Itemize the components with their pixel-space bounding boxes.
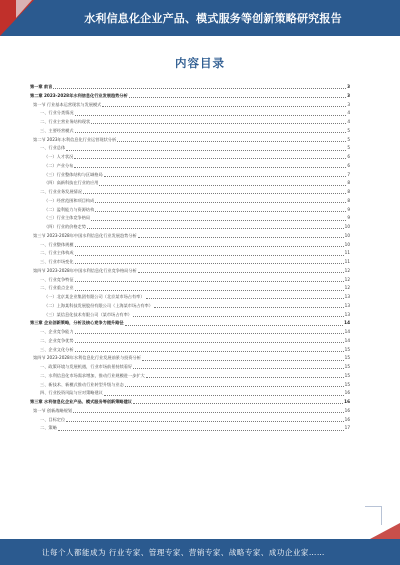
toc-page-number: 5	[347, 127, 350, 133]
toc-leader-dots	[129, 97, 346, 98]
toc-entry[interactable]	[30, 372, 350, 381]
toc-entry-text: 二、行业重点企业	[40, 285, 74, 291]
toc-leader-dots	[75, 281, 344, 282]
toc-entry[interactable]	[30, 354, 350, 363]
toc-entry[interactable]	[30, 188, 350, 197]
toc-entry-text: 一、企业竞争能力	[40, 329, 74, 334]
footer-bar	[0, 539, 400, 565]
toc-entry[interactable]	[30, 118, 350, 127]
toc-page-number: 4	[347, 110, 350, 116]
toc-entry-text: （二）产业分布	[44, 162, 74, 168]
toc-leader-dots	[102, 106, 346, 107]
toc-entry-text: 第四节 2023-2028年水利信息化行业发展前景与投资分析	[33, 355, 141, 361]
toc-leader-dots	[95, 211, 346, 212]
toc-entry[interactable]	[30, 232, 350, 241]
toc-entry[interactable]	[30, 197, 350, 206]
toc-leader-dots	[99, 185, 346, 186]
toc-leader-dots	[95, 202, 346, 203]
toc-entry-text: 第一节 行业基本运营现状与发展模式	[33, 101, 102, 107]
toc-leader-dots	[138, 237, 344, 238]
header-bar	[0, 0, 400, 36]
toc-heading: 内容目录	[175, 56, 225, 70]
toc-entry[interactable]	[30, 416, 350, 425]
toc-entry[interactable]	[30, 179, 350, 188]
toc-page-number: 3	[347, 84, 350, 89]
toc-entry[interactable]	[30, 407, 350, 416]
toc-entry-text: 二、行业主营业务结构现状	[40, 119, 91, 124]
toc-leader-dots	[138, 272, 344, 273]
toc-leader-dots	[133, 316, 344, 317]
toc-leader-dots	[146, 377, 344, 378]
toc-page-number: 12	[344, 285, 350, 291]
toc-leader-dots	[66, 150, 346, 151]
toc-entry[interactable]	[30, 319, 350, 328]
toc-page-number: 16	[344, 407, 350, 413]
table-of-contents	[30, 83, 350, 433]
toc-entry[interactable]	[30, 284, 350, 293]
toc-leader-dots	[75, 132, 347, 133]
toc-entry-text: 第三章 企业创新策略，分析及核心竞争力提升路径	[30, 320, 124, 326]
toc-entry-text: 三、企业文化分析	[40, 346, 74, 352]
toc-leader-dots	[74, 158, 346, 159]
toc-leader-dots	[75, 351, 344, 352]
toc-leader-dots	[125, 386, 344, 387]
toc-entry[interactable]	[30, 83, 350, 92]
toc-page-number: 10	[344, 224, 350, 229]
toc-entry[interactable]	[30, 276, 350, 285]
toc-entry-text: （三）行业主体竞争格局	[44, 215, 91, 221]
toc-page-number: 14	[344, 320, 350, 326]
toc-entry-text: 一、目标定位	[40, 416, 66, 422]
toc-page-number: 15	[344, 346, 350, 352]
toc-leader-dots	[104, 176, 347, 177]
toc-page-number: 14	[344, 337, 350, 343]
toc-leader-dots	[75, 246, 344, 247]
toc-entry-text: 一、政策环境与发展机遇，行业市场前景持续看好	[40, 364, 133, 369]
report-title: 水利信息化企业产品、模式服务等创新策略研究报告	[84, 12, 342, 25]
toc-entry-text: （三）行业整体结构与区域格局	[44, 171, 103, 177]
toc-entry[interactable]	[30, 389, 350, 398]
toc-entry-text: 三、新技术、新模式推动行业转型升级与业态	[40, 381, 124, 387]
toc-entry[interactable]	[30, 241, 350, 250]
toc-entry-text: （四）高新科技在行业的应用	[44, 180, 99, 186]
toc-entry[interactable]	[30, 162, 350, 171]
toc-entry-text: 第四节 2023-2028年中国水利信息化行业竞争格局分析	[33, 267, 137, 273]
toc-page-number: 9	[347, 215, 350, 221]
toc-entry-text: （一）经营范围和项目构成	[44, 197, 95, 203]
toc-entry[interactable]	[30, 311, 350, 320]
toc-page-number: 8	[347, 197, 350, 203]
toc-entry[interactable]	[30, 136, 350, 145]
toc-leader-dots	[133, 368, 344, 369]
toc-leader-dots	[142, 360, 344, 361]
toc-leader-dots	[87, 228, 344, 229]
toc-entry-text: （三）某信息化技术有限公司（某市场占有率）	[44, 311, 132, 317]
toc-entry-text: 第一节 创新战略规划	[33, 407, 73, 413]
toc-entry[interactable]	[30, 381, 350, 390]
toc-entry-text: 四、行业投资风险与应对策略建议	[40, 390, 103, 396]
toc-page-number: 11	[344, 259, 350, 264]
toc-entry-text: 二、策略	[40, 425, 57, 431]
toc-entry-text: 一、行业竞争特征	[40, 276, 74, 282]
toc-page-number: 12	[344, 267, 350, 273]
toc-page-number: 5	[347, 145, 350, 151]
toc-leader-dots	[133, 403, 343, 404]
toc-entry[interactable]	[30, 363, 350, 372]
toc-entry-text: 二、行业业务发展情况	[40, 189, 82, 194]
toc-entry[interactable]	[30, 92, 350, 101]
toc-entry-text: 第二节 2023年水利信息化行业运营现状分析	[33, 136, 117, 142]
toc-entry-text: 二、行业主体构成	[40, 250, 74, 256]
toc-page-number: 15	[344, 364, 350, 369]
toc-entry-text: 二、水利信息化市场需求增加，推动行业规模进一步扩大	[40, 372, 145, 378]
footer-accent	[370, 523, 400, 539]
toc-entry-text: 第三节 2023-2028年中国水利信息化行业发展趋势分析	[33, 232, 137, 238]
toc-entry-text: 第一章 前言	[30, 84, 53, 89]
toc-page-number: 17	[344, 425, 350, 431]
toc-entry[interactable]	[30, 206, 350, 215]
toc-page-number: 8	[347, 180, 350, 186]
toc-entry-text: 二、企业竞争优势	[40, 337, 74, 343]
toc-entry[interactable]	[30, 328, 350, 337]
toc-page-number: 14	[344, 329, 350, 334]
toc-page-number: 13	[344, 294, 350, 299]
toc-page-number: 16	[344, 390, 350, 396]
toc-page-number: 10	[344, 232, 350, 238]
toc-leader-dots	[58, 430, 344, 431]
toc-page-number: 10	[344, 241, 350, 247]
toc-entry[interactable]	[30, 337, 350, 346]
toc-page-number: 8	[347, 189, 350, 194]
toc-page-number: 15	[344, 372, 350, 378]
toc-entry-text: 三、主要经营模式	[40, 127, 74, 133]
toc-leader-dots	[75, 263, 344, 264]
toc-entry[interactable]	[30, 398, 350, 407]
toc-entry[interactable]	[30, 293, 350, 302]
toc-leader-dots	[73, 412, 344, 413]
toc-leader-dots	[74, 167, 346, 168]
toc-page-number: 15	[344, 355, 350, 361]
toc-page-number: 15	[344, 381, 350, 387]
toc-page-number: 11	[344, 250, 350, 256]
toc-entry-text: 一、行业总体	[40, 145, 66, 151]
toc-leader-dots	[75, 342, 344, 343]
toc-page-number: 5	[347, 136, 350, 142]
toc-leader-dots	[75, 255, 344, 256]
toc-leader-dots	[75, 115, 347, 116]
toc-entry[interactable]	[30, 302, 350, 311]
toc-leader-dots	[117, 141, 346, 142]
toc-entry[interactable]	[30, 424, 350, 433]
toc-page-number: 3	[347, 101, 350, 107]
toc-leader-dots	[104, 395, 344, 396]
toc-entry-text: 一、行业整体规模	[40, 241, 74, 247]
toc-entry-text: （四）行业的价格走势	[44, 224, 86, 229]
toc-leader-dots	[125, 325, 344, 326]
toc-entry[interactable]	[30, 258, 350, 267]
toc-entry-text: 一、行业分类情况	[40, 110, 74, 116]
toc-entry[interactable]	[30, 267, 350, 276]
toc-page-number: 13	[344, 302, 350, 308]
toc-entry[interactable]	[30, 214, 350, 223]
toc-entry-text: （二）上海某科技发展股份有限公司（上海某市场占有率）	[44, 302, 153, 308]
toc-page-number: 13	[344, 311, 350, 317]
toc-entry[interactable]	[30, 346, 350, 355]
toc-entry[interactable]	[30, 153, 350, 162]
toc-entry-text: 第三章 水利信息化企业产品、模式服务等创新策略建议	[30, 399, 132, 404]
toc-leader-dots	[66, 421, 344, 422]
header-accent-light	[16, 0, 32, 18]
toc-entry[interactable]	[30, 101, 350, 110]
toc-page-number: 3	[347, 92, 350, 98]
toc-page-number: 12	[344, 276, 350, 282]
toc-leader-dots	[91, 220, 346, 221]
toc-leader-dots	[75, 333, 344, 334]
toc-page-number: 7	[347, 171, 350, 177]
toc-page-number: 16	[344, 416, 350, 422]
toc-leader-dots	[53, 88, 346, 89]
toc-entry[interactable]	[30, 249, 350, 258]
toc-entry[interactable]	[30, 144, 350, 153]
toc-entry[interactable]	[30, 109, 350, 118]
toc-entry-text: 第二章 2023-2028年水利信息化行业发展趋势分析	[30, 92, 128, 98]
toc-entry[interactable]	[30, 127, 350, 136]
toc-page-number: 4	[347, 119, 350, 124]
toc-page-number: 16	[344, 399, 350, 404]
toc-page-number: 6	[347, 162, 350, 168]
toc-page-number: 9	[347, 206, 350, 212]
toc-page-number: 6	[347, 154, 350, 159]
toc-leader-dots	[154, 307, 344, 308]
toc-leader-dots	[75, 290, 344, 291]
toc-entry[interactable]	[30, 171, 350, 180]
toc-entry-text: （一）人才状况	[44, 154, 74, 159]
toc-entry[interactable]	[30, 223, 350, 232]
toc-entry-text: （二）盈利能力与资源结构	[44, 206, 95, 212]
toc-leader-dots	[146, 298, 344, 299]
toc-leader-dots	[91, 123, 346, 124]
toc-entry-text: 三、行业市场变化	[40, 259, 74, 264]
toc-leader-dots	[83, 193, 346, 194]
toc-entry-text: （一）北京某企业集团有限公司（北京某市场占有率）	[44, 294, 145, 299]
footer-slogan: 让每个人都能成为 行业专家、管理专家、营销专家、战略专家、成功企业家……	[42, 548, 325, 557]
